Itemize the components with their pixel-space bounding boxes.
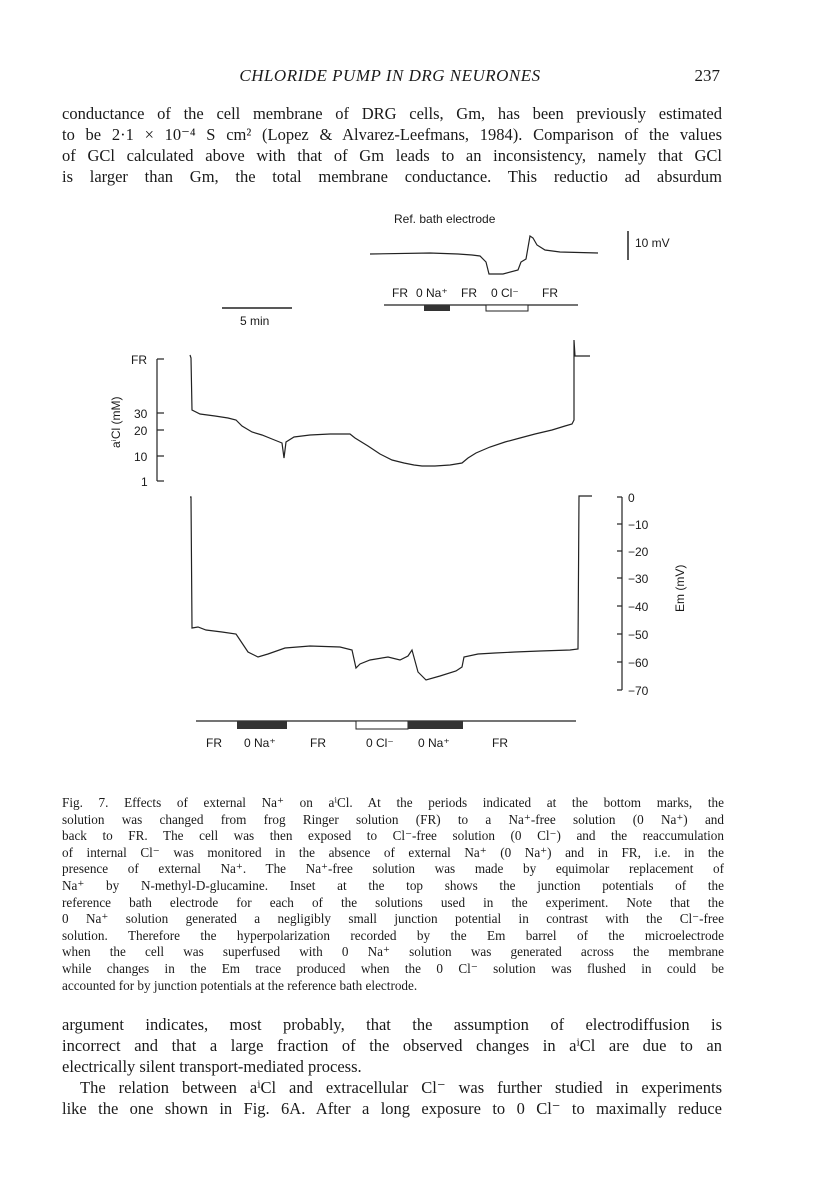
em-trace xyxy=(190,496,592,680)
bottom-solution-label: FR xyxy=(492,736,508,750)
inset-0na-bar xyxy=(424,305,450,311)
acl-tick-label: FR xyxy=(131,353,147,367)
acl-tick-label: 20 xyxy=(134,424,148,438)
caption-line: back to FR. The cell was then exposed to Cl⁻-free solution (0 Cl⁻) and the reaccumulation xyxy=(62,828,724,844)
bottom-solution-label: 0 Na⁺ xyxy=(418,736,450,750)
text-line: to be 2·1 × 10⁻⁴ S cm² (Lopez & Alvarez-Leefmans, 1984). Comparison of the values xyxy=(62,125,722,144)
text-line: incorrect and that a large fraction of the observed changes in aⁱCl are due to an xyxy=(62,1036,722,1055)
text-line: argument indicates, most probably, that the assumption of electrodiffusion is xyxy=(62,1015,722,1034)
caption-line: solution was changed from frog Ringer solution (FR) to a Na⁺-free solution (0 Na⁺) and xyxy=(62,811,724,827)
acl-trace xyxy=(190,340,590,466)
em-tick-label: −70 xyxy=(628,684,649,698)
bottom-solution-label: 0 Na⁺ xyxy=(244,736,276,750)
caption-line: Na⁺ by N-methyl-D-glucamine. Inset at the top shows the junction potentials of the xyxy=(62,877,724,893)
inset-solution-label: FR xyxy=(392,286,408,300)
inset-solution-label: 0 Cl⁻ xyxy=(491,286,519,300)
page-number: 237 xyxy=(694,66,720,85)
caption-line: presence of external Na⁺. The Na⁺-free solution was made by equimolar replacement of xyxy=(62,861,724,877)
figure-caption xyxy=(62,795,724,994)
caption-line: while changes in the Em trace produced when the 0 Cl⁻ solution was flushed in could be xyxy=(62,960,724,976)
bottom-solution-label: FR xyxy=(310,736,326,750)
bottom-paragraph xyxy=(62,1014,722,1119)
caption-line: accounted for by junction potentials at the reference bath electrode. xyxy=(62,977,418,993)
bottom-solution-label: FR xyxy=(206,736,222,750)
inset-0cl-bar xyxy=(486,305,528,311)
time-scale-label: 5 min xyxy=(240,314,270,328)
acl-tick-label: 1 xyxy=(141,475,148,489)
inset-solution-label: FR xyxy=(461,286,477,300)
caption-line: 0 Na⁺ solution generated a negligibly small junction potential in contrast with the Cl⁻-free xyxy=(62,911,724,927)
em-tick-label: −50 xyxy=(628,628,649,642)
bottom-0na-bar-2 xyxy=(408,721,463,729)
inset-scale-label: 10 mV xyxy=(635,236,670,250)
acl-tick-label: 10 xyxy=(134,450,148,464)
em-tick-label: 0 xyxy=(628,491,635,505)
acl-axis-label: aⁱCl (mM) xyxy=(109,396,123,448)
caption-line: reference bath electrode for each of the solutions used in the experiment. Note that the xyxy=(62,894,724,910)
caption-line: of internal Cl⁻ was monitored in the absence of external Na⁺ (0 Na⁺) and in FR, i.e. in the xyxy=(62,844,724,860)
text-line: The relation between aⁱCl and extracellular Cl⁻ was further studied in experiments xyxy=(80,1078,722,1097)
em-axis-label: Em (mV) xyxy=(673,564,687,612)
inset-title: Ref. bath electrode xyxy=(394,212,496,226)
text-line: is larger than Gm, the total membrane conductance. This reductio ad absurdum xyxy=(62,167,722,186)
text-line: of GCl calculated above with that of Gm leads to an inconsistency, namely that GCl xyxy=(62,146,722,165)
inset-solution-label: 0 Na⁺ xyxy=(416,286,448,300)
bottom-0cl-bar xyxy=(356,721,408,729)
text-line: electrically silent transport-mediated process. xyxy=(62,1057,362,1076)
text-line: like the one shown in Fig. 6A. After a long exposure to 0 Cl⁻ to maximally reduce xyxy=(62,1099,722,1118)
em-tick-label: −10 xyxy=(628,518,649,532)
acl-tick-label: 30 xyxy=(134,407,148,421)
em-tick-label: −60 xyxy=(628,656,649,670)
caption-line: solution. Therefore the hyperpolarization recorded by the Em barrel of the microelectrode xyxy=(62,927,724,943)
em-tick-label: −20 xyxy=(628,545,649,559)
caption-line: when the cell was superfused with 0 Na⁺ solution was generated across the membrane xyxy=(62,944,724,960)
running-title: CHLORIDE PUMP IN DRG NEURONES xyxy=(239,66,541,85)
inset-trace xyxy=(370,236,598,274)
caption-line: Fig. 7. Effects of external Na⁺ on aⁱCl. At the periods indicated at the bottom marks, the xyxy=(62,795,724,810)
inset-solution-label: FR xyxy=(542,286,558,300)
bottom-0na-bar xyxy=(237,721,287,729)
em-tick-label: −30 xyxy=(628,572,649,586)
bottom-solution-label: 0 Cl⁻ xyxy=(366,736,394,750)
em-tick-label: −40 xyxy=(628,600,649,614)
text-line: conductance of the cell membrane of DRG cells, Gm, has been previously estimated xyxy=(62,104,722,123)
